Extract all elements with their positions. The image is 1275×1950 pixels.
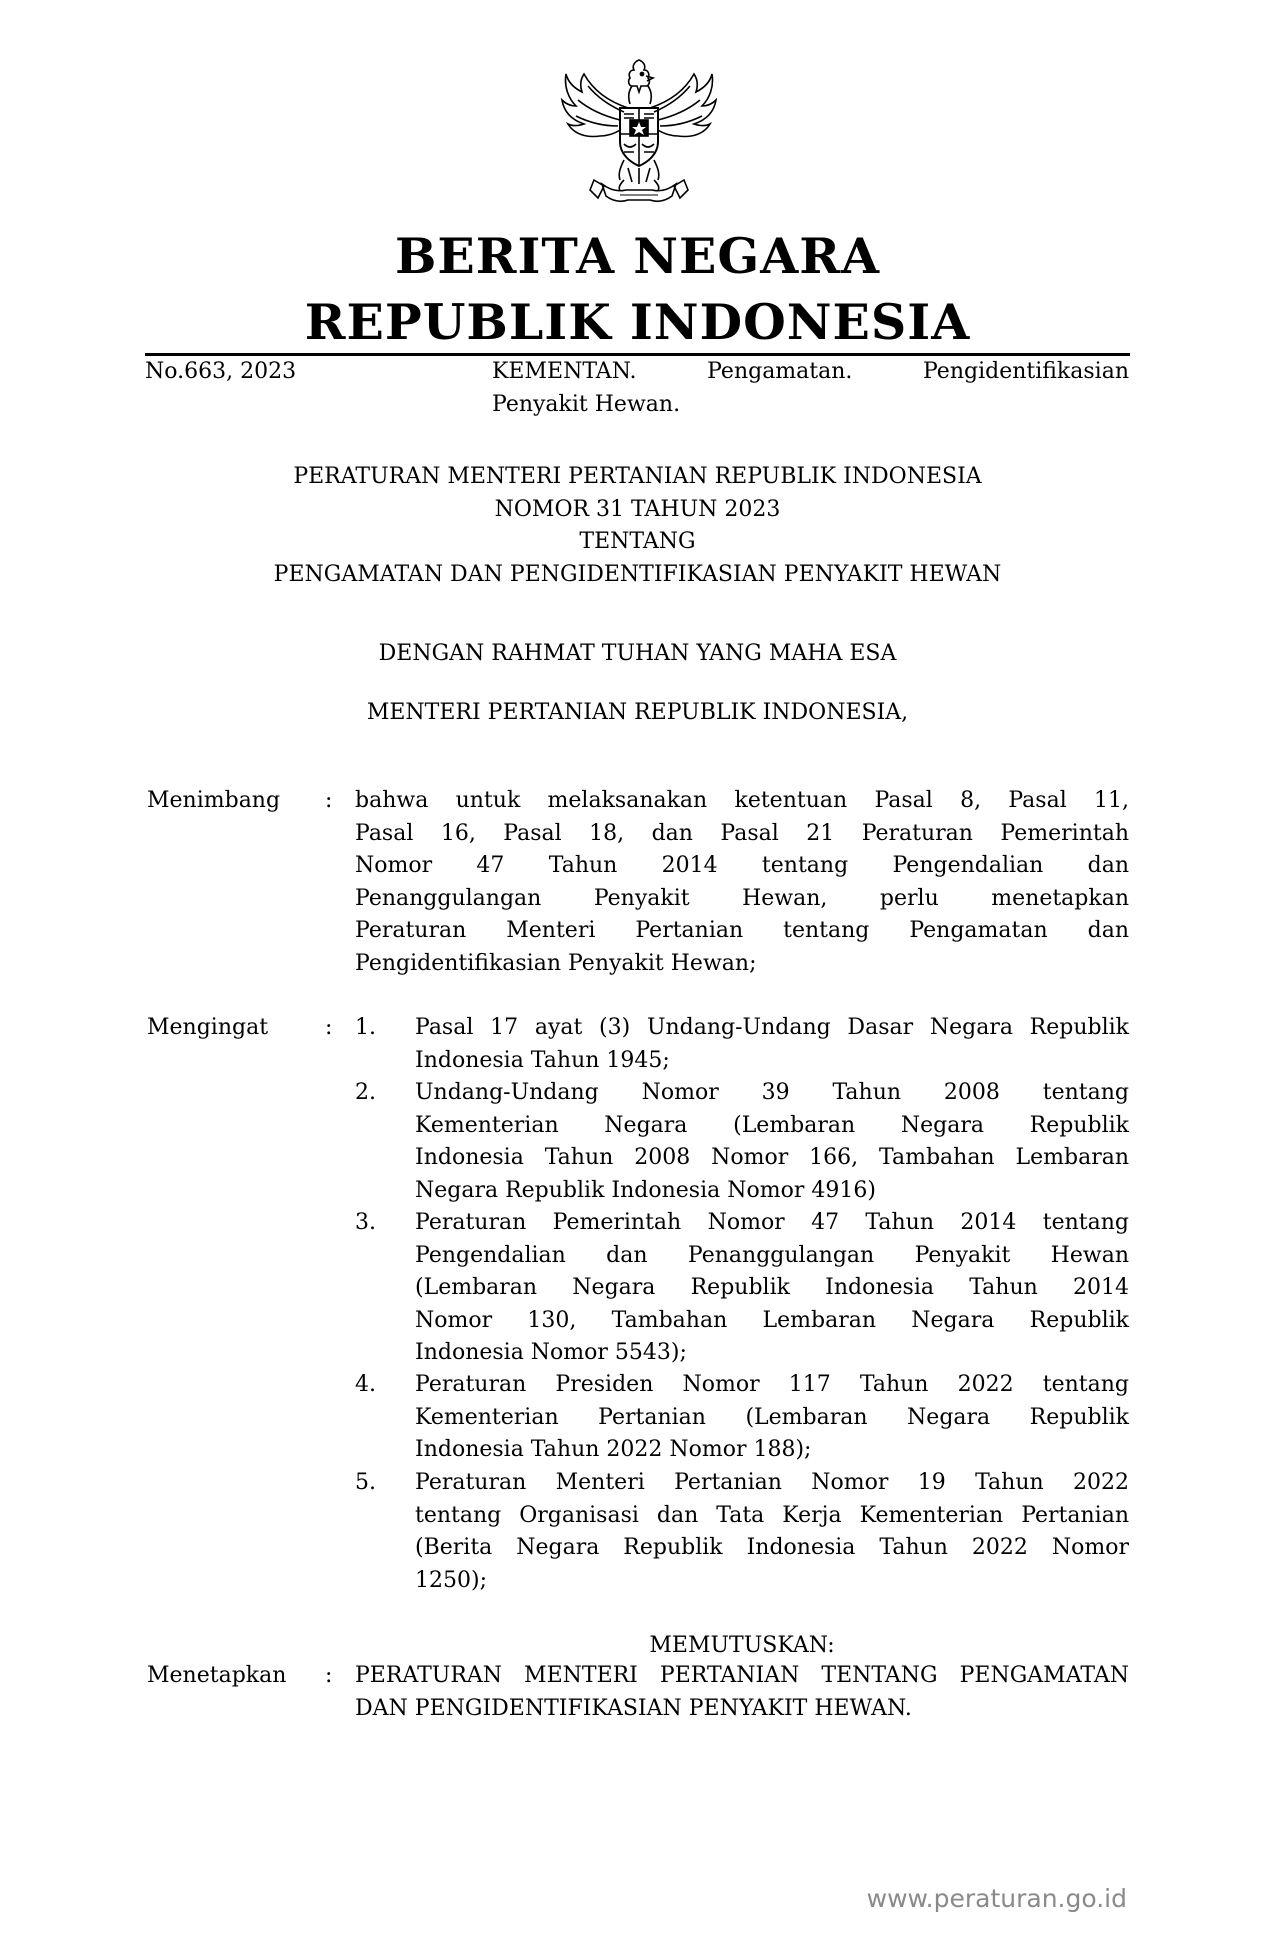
- mengingat-item-line: Nomor 130, Tambahan Lembaran Negara Republik: [415, 1307, 1129, 1333]
- regulation-title-line: TENTANG: [579, 529, 696, 554]
- menetapkan-line: DAN PENGIDENTIFIKASIAN PENYAKIT HEWAN.: [355, 1695, 912, 1721]
- mengingat-item-number: 2.: [355, 1080, 376, 1105]
- menimbang-label: Menimbang: [147, 788, 281, 813]
- mengingat-item-line: 1250);: [415, 1567, 487, 1593]
- mengingat-item-line: (Berita Negara Republik Indonesia Tahun 2022 Nomor: [415, 1535, 1129, 1560]
- gazette-number: No.663, 2023: [145, 359, 297, 384]
- invocation: DENGAN RAHMAT TUHAN YANG MAHA ESA: [378, 641, 897, 666]
- gazette-subject-line: Penyakit Hewan.: [492, 391, 681, 417]
- menetapkan-label: Menetapkan: [147, 1663, 287, 1688]
- mengingat-item-line: Kementerian Negara (Lembaran Negara Republik: [415, 1112, 1129, 1138]
- mengingat-item-line: Peraturan Menteri Pertanian Nomor 19 Tahun 2022: [415, 1470, 1129, 1495]
- garuda-emblem-icon: [558, 56, 720, 208]
- regulation-title-line: PENGAMATAN DAN PENGIDENTIFIKASIAN PENYAKIT HEWAN: [273, 561, 1002, 587]
- mengingat-item-line: Indonesia Nomor 5543);: [415, 1340, 687, 1365]
- menimbang-line: Pengidentifikasian Penyakit Hewan;: [355, 950, 757, 976]
- memutuskan-heading: MEMUTUSKAN:: [649, 1633, 835, 1658]
- menimbang-line: Peraturan Menteri Pertanian tentang Pengamatan dan: [355, 918, 1129, 943]
- menimbang-text: [355, 785, 1129, 980]
- mengingat-item-number: 5.: [355, 1470, 376, 1495]
- masthead-title-line1: BERITA NEGARA: [394, 227, 880, 285]
- menetapkan-colon: :: [325, 1663, 333, 1688]
- gazette-subject-line: KEMENTAN. Pengamatan. Pengidentifikasian: [492, 359, 1129, 384]
- menimbang-colon: :: [325, 788, 333, 813]
- mengingat-item-number: 4.: [355, 1372, 376, 1397]
- regulation-title: [145, 461, 1130, 591]
- mengingat-colon: :: [325, 1015, 333, 1040]
- mengingat-item-line: Indonesia Tahun 1945;: [415, 1047, 670, 1073]
- menimbang-line: Nomor 47 Tahun 2014 tentang Pengendalian dan: [355, 853, 1129, 878]
- mengingat-item-line: Pengendalian dan Penanggulangan Penyakit Hewan: [415, 1242, 1129, 1268]
- gazette-subject: [492, 356, 1129, 421]
- mengingat-item-line: Peraturan Presiden Nomor 117 Tahun 2022 tentang: [415, 1372, 1129, 1397]
- mengingat-item-line: Negara Republik Indonesia Nomor 4916): [415, 1177, 876, 1203]
- menimbang-line: Penanggulangan Penyakit Hewan, perlu menetapkan: [355, 885, 1129, 911]
- mengingat-item-number: 1.: [355, 1015, 376, 1040]
- menimbang-line: Pasal 16, Pasal 18, dan Pasal 21 Peraturan Pemerintah: [355, 820, 1129, 846]
- mengingat-item-line: Peraturan Pemerintah Nomor 47 Tahun 2014 tentang: [415, 1210, 1129, 1235]
- mengingat-item-line: tentang Organisasi dan Tata Kerja Kementerian Pertanian: [415, 1502, 1129, 1528]
- regulation-title-line: PERATURAN MENTERI PERTANIAN REPUBLIK INDONESIA: [293, 464, 982, 489]
- mengingat-item-line: (Lembaran Negara Republik Indonesia Tahun 2014: [415, 1275, 1129, 1300]
- mengingat-item-line: Indonesia Tahun 2008 Nomor 166, Tambahan Lembaran: [415, 1145, 1129, 1170]
- mengingat-item-line: Undang-Undang Nomor 39 Tahun 2008 tentang: [415, 1080, 1129, 1105]
- mengingat-item-text: [415, 1012, 1129, 1077]
- mengingat-item-number: 3.: [355, 1210, 376, 1235]
- minister-title: MENTERI PERTANIAN REPUBLIK INDONESIA,: [366, 700, 909, 725]
- mengingat-item-line: Pasal 17 ayat (3) Undang-Undang Dasar Negara Republik: [415, 1015, 1129, 1040]
- masthead-title-line2: REPUBLIK INDONESIA: [304, 293, 971, 351]
- mengingat-label: Mengingat: [147, 1015, 269, 1040]
- mengingat-item-text: [415, 1077, 1129, 1207]
- mengingat-item-line: Indonesia Tahun 2022 Nomor 188);: [415, 1437, 812, 1462]
- footer-website-link[interactable]: www.peraturan.go.id: [866, 1884, 1127, 1913]
- mengingat-item-text: [415, 1207, 1129, 1370]
- mengingat-item-text: [415, 1369, 1129, 1467]
- menetapkan-text: [355, 1660, 1129, 1725]
- mengingat-item-text: [415, 1467, 1129, 1597]
- menetapkan-line: PERATURAN MENTERI PERTANIAN TENTANG PENGAMATAN: [355, 1663, 1129, 1688]
- regulation-title-line: NOMOR 31 TAHUN 2023: [494, 496, 781, 522]
- menimbang-line: bahwa untuk melaksanakan ketentuan Pasal 8, Pasal 11,: [355, 788, 1129, 813]
- mengingat-item-line: Kementerian Pertanian (Lembaran Negara Republik: [415, 1404, 1129, 1430]
